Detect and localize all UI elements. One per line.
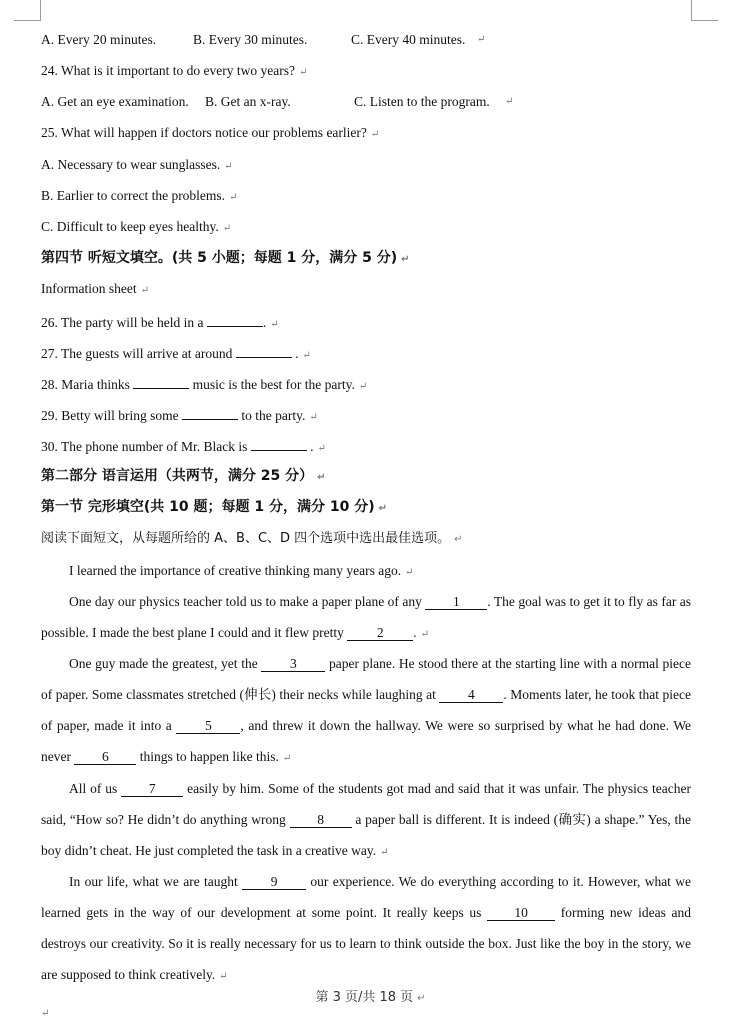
cloze-blank[interactable]: 3	[261, 657, 325, 672]
cloze-blank[interactable]: 4	[439, 688, 503, 703]
q24-option-a: A. Get an eye examination.	[41, 94, 189, 109]
paragraph-mark: ↵	[477, 34, 486, 45]
fill-item: 28. Maria thinks music is the best for the party. ↵	[41, 377, 368, 392]
cloze-instruction: 阅读下面短文，从每题所给的 A、B、C、D 四个选项中选出最佳选项。 ↵	[41, 531, 463, 546]
cloze-blank[interactable]: 8	[290, 813, 352, 828]
answer-blank[interactable]	[133, 375, 189, 389]
q24-option-b: B. Get an x-ray.	[205, 94, 291, 109]
q25-option-b: B. Earlier to correct the problems. ↵	[41, 188, 238, 203]
cloze-blank[interactable]: 6	[74, 750, 136, 765]
fill-item: 26. The party will be held in a . ↵	[41, 315, 279, 330]
passage-paragraph-5: In our life, what we are taught 9 our experience. We do everything according to it. However, what we learned gets in the way of our development at some point. It really keeps us 10 forming new ideas and destroys our creativity. So it is really necessary for us to learn to think outside the box. Just like the boy in the story, we are supposed to think creatively. ↵	[41, 874, 691, 982]
q24-stem: 24. What is it important to do every two years? ↵	[41, 63, 308, 78]
section4-title: 第四节 听短文填空。(共 5 小题；每题 1 分，满分 5 分) ↵	[41, 250, 410, 266]
q25-option-c: C. Difficult to keep eyes healthy. ↵	[41, 219, 232, 234]
cloze-blank[interactable]: 1	[425, 595, 487, 610]
answer-blank[interactable]	[207, 313, 263, 327]
page-corner-mark-right	[691, 0, 718, 21]
fill-item: 30. The phone number of Mr. Black is . ↵	[41, 439, 326, 454]
info-sheet-label: Information sheet ↵	[41, 281, 149, 296]
cloze-blank[interactable]: 7	[121, 782, 183, 797]
page-corner-mark-left	[14, 0, 41, 21]
q24-option-c: C. Listen to the program.	[354, 94, 490, 109]
passage-paragraph-2: One day our physics teacher told us to make a paper plane of any 1 . The goal was to get it to fly as far as possible. I made the best plane I could and it flew pretty 2 . ↵	[41, 594, 692, 640]
cloze-blank[interactable]: 9	[242, 875, 306, 890]
page-footer: 第 3 页/共 18 页 ↵	[315, 990, 426, 1005]
part2-title: 第二部分 语言运用（共两节，满分 25 分） ↵	[41, 468, 326, 484]
q23-option-a: A. Every 20 minutes.	[41, 32, 157, 47]
cloze-blank[interactable]: 2	[347, 626, 413, 641]
cloze-blank[interactable]: 10	[487, 906, 555, 921]
q25-stem: 25. What will happen if doctors notice our problems earlier? ↵	[41, 125, 380, 140]
paragraph-mark: ↵	[41, 1008, 50, 1019]
answer-blank[interactable]	[236, 344, 292, 358]
q25-option-a: A. Necessary to wear sunglasses. ↵	[41, 157, 233, 172]
passage-paragraph-1: I learned the importance of creative thinking many years ago. ↵	[69, 563, 414, 578]
answer-blank[interactable]	[182, 406, 238, 420]
q23-option-c: C. Every 40 minutes.	[351, 32, 466, 47]
fill-item: 27. The guests will arrive at around . ↵	[41, 346, 311, 361]
fill-item: 29. Betty will bring some to the party. ↵	[41, 408, 318, 423]
cloze-blank[interactable]: 5	[176, 719, 240, 734]
passage-paragraph-4: All of us 7 easily by him. Some of the students got mad and said that it was unfair. The physics teacher said, “How so? He didn’t do anything wrong 8 a paper ball is different. It is indeed (确实) a shape.” Yes, the boy didn’t cheat. He just completed the task in a creative way. ↵	[41, 781, 692, 858]
section1-title: 第一节 完形填空(共 10 题；每题 1 分，满分 10 分) ↵	[41, 499, 388, 515]
answer-blank[interactable]	[251, 437, 307, 451]
q23-option-b: B. Every 30 minutes.	[193, 32, 308, 47]
passage-paragraph-3: One guy made the greatest, yet the 3 paper plane. He stood there at the starting line with a normal piece of paper. Some classmates stretched (伸长) their necks while laughing at 4 . Moments later, he took that piece of paper, made it into a 5 , and threw it down the hallway. We were so surprised by what he had done. We never 6 things to happen like this. ↵	[41, 656, 692, 764]
